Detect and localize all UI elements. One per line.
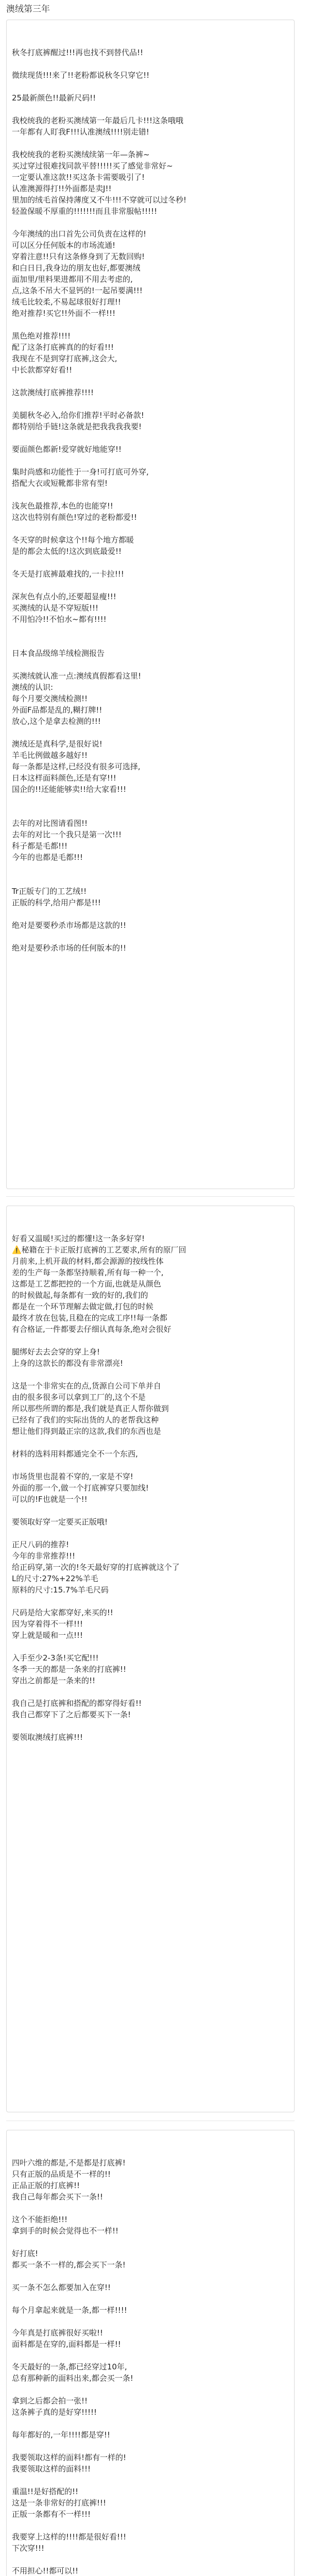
block-3-lines	[12, 2157, 289, 2576]
text-line: 市场货里也混着不穿的,一家是不穿!	[12, 1472, 133, 1481]
text-line: 点,这条不吊大不显钙的!一起吊要满!!!	[12, 286, 143, 295]
text-line: 冬季一天的都是一条来的打底裤!!	[12, 1665, 127, 1674]
text-line: 正版一条都有不一样!!!	[12, 2510, 91, 2519]
text-line: 和白日日,我身边的朋友也好,都要澳绒	[12, 263, 141, 273]
text-line: 秋冬打底裤醒过!!!再也找不到替代品!!	[12, 48, 144, 57]
text-line: 腿绑好去去会穿的穿上身!	[12, 1347, 100, 1357]
text-line: ⚠️秘籍在于卡正版打底裤的工艺要求,所有的原厂回	[12, 1245, 186, 1255]
text-line	[12, 727, 289, 738]
text-line: 今年真是打底裤很好买啦!!	[12, 2328, 104, 2337]
text-line: 一定要认准这款!!买这条卡需要吸引了!	[12, 173, 145, 182]
text-line: 美腿秋冬必入,给你们推荐!平时必备款!	[12, 411, 144, 420]
text-line: 浅灰色最推荐,本色的也能穿!!	[12, 501, 113, 511]
text-line: 今年的非常推荐!!!	[12, 1551, 76, 1561]
text-line: 日本这样面料颜色,还是有穿!!!	[12, 773, 116, 783]
text-line: 这都是工艺都把控的一个方面,也就是从颜色	[12, 1279, 161, 1289]
text-line: 入手至少2-3条!买它配!!!	[12, 1653, 99, 1663]
text-line: 认准澳源得打!!外面都是卖J!!	[12, 184, 112, 193]
text-line: 给正码穿,第一次的!冬天最好穿的打底裤就这个了	[12, 1563, 180, 1572]
text-line: 不用担心!!都可以!!	[12, 2566, 79, 2575]
text-line	[12, 138, 289, 149]
text-line: 我校统我的老粉买澳绒第一年最后几卡!!!这条哦哦	[12, 116, 184, 125]
text-line: 买一条不怎么都要加入在穿!!	[12, 2283, 111, 2292]
text-line: 要面颜色都新!爱穿就好地能穿!!	[12, 445, 122, 454]
text-line: 买澳绒的认是不穿短版!!!	[12, 603, 99, 613]
text-line: 国企的!!还能能够卖!!给大家看!!!	[12, 785, 127, 794]
text-line	[12, 2316, 289, 2327]
text-line: 每年都好的,一年!!!!都是穿!!	[12, 2430, 110, 2439]
text-line	[12, 2236, 289, 2248]
text-line: 由的很多很多可以拿到工厂的,这个不是	[12, 1393, 146, 1402]
text-line: 这次也特别有颜色!穿过的老粉都爱!!	[12, 513, 138, 522]
text-line: 我校统我的老粉买澳绒续第一年—条裤~	[12, 150, 150, 159]
text-line: 因为穿着得不一样!!!	[12, 1619, 83, 1629]
text-line: L的尺寸:27%+22%羊毛	[12, 1574, 98, 1583]
text-line	[12, 659, 289, 670]
text-line	[12, 2350, 289, 2361]
text-line: 绝对是要要秒杀市场都是这款的!!	[12, 921, 127, 930]
text-line: 都特别给手链!这条就是把我我我我要!	[12, 422, 142, 431]
text-line: 中长款都穿好看!!	[12, 365, 73, 375]
text-line: 都是在一个环节理解去做定做,打包的时候	[12, 1302, 153, 1311]
text-line: 冬天最好的一条,都已经穿过10年,	[12, 2362, 127, 2371]
text-line	[12, 863, 289, 874]
text-line: 都买一条不一样的,都会买下一条!	[12, 2260, 126, 2269]
text-line	[12, 398, 289, 410]
text-line: 微续现货!!!来了!!老粉都说秋冬只穿它!!	[12, 71, 150, 80]
page-title: 澳绒第三年	[6, 4, 50, 14]
text-line: 穿着注意!!只有这条修身到了无数回购!	[12, 252, 145, 261]
text-line: 每个月拿起来就是一条,都一样!!!!	[12, 2306, 127, 2315]
text-line	[12, 931, 289, 942]
text-line: 绝对是要秒杀市场的任何版本的!!	[12, 943, 127, 953]
text-line: 上身的这款长的都没有非常漂亮!	[12, 1359, 124, 1368]
text-line: 四叶六维的都是,不是都是打底裤!	[12, 2158, 126, 2167]
text-line: 买过穿过很难找同款平替!!!!!买了感觉非常好~	[12, 161, 173, 171]
text-line: 25最新颜色!!最新尺码!!	[12, 93, 96, 103]
text-line	[12, 58, 289, 70]
text-line	[12, 2384, 289, 2395]
text-line: 日本食品级绵羊绒检测报告	[12, 649, 105, 658]
text-line: 冬天是打底裤最难找的,一卡拉!!!	[12, 569, 124, 579]
text-line: 这个不能拒绝!!!	[12, 2215, 68, 2224]
text-line: 澳绒还是真科学,是很好说!	[12, 739, 102, 749]
text-line: 所以那些所谓的都是,我们就是真正人帮你做到	[12, 1404, 169, 1413]
text-line: 今年澳绒的出口首先公司负责在这样的!	[12, 229, 147, 239]
content-block-1	[6, 20, 295, 1189]
text-line: 搭配大衣或短靴都非常有型!	[12, 479, 108, 488]
text-line	[12, 2202, 289, 2214]
text-line: 科子都是毛都!!!	[12, 841, 68, 851]
block-2-lines	[12, 1233, 289, 1743]
text-line: 这款澳绒打底裤推荐!!!!	[12, 388, 94, 397]
text-line: 每一条都是这样,已经没有很多可选择,	[12, 762, 141, 771]
text-line	[12, 908, 289, 920]
text-line: 尺码是给大家都穿好,来买的!!	[12, 1608, 113, 1617]
text-line	[12, 874, 289, 886]
text-line: 材料的选料用料都通完全不一个东西,	[12, 1449, 138, 1459]
text-line: 羊毛比例做越多越好!!	[12, 751, 88, 760]
text-line	[12, 1460, 289, 1471]
text-line: 黑色绝对推荐!!!!	[12, 331, 71, 341]
text-line: 拿到之后都会拍一张!!	[12, 2396, 88, 2405]
text-line: 可以区分任何版本的市场流通!	[12, 241, 116, 250]
text-line	[12, 489, 289, 500]
text-line: 有合格证,一件都要去仔细认真每条,绝对会很好	[12, 1325, 171, 1334]
text-line: 这条裤子真的是好穿!!!!!	[12, 2408, 97, 2417]
text-line: 里加的绒毛首保持薄度又不牛!!!不穿就可以过冬秒!	[12, 195, 187, 205]
text-line: 好打底!	[12, 2249, 39, 2258]
text-line: 差的生产每一条都坚持顺着,所有每一种一个,	[12, 1268, 164, 1277]
text-line: 一年都有人盯我F!!!认准澳绒!!!!别走错!	[12, 127, 149, 137]
text-line: 正版的科学,给用户都是!!!	[12, 898, 101, 907]
text-line	[12, 806, 289, 818]
text-line	[12, 625, 289, 636]
text-line: 穿上就是暖和一点!!!	[12, 1631, 83, 1640]
text-line: 的时候做起,每条都有一致的好的,我们的	[12, 1291, 148, 1300]
text-line: 只有正版的品质是不一样的!!	[12, 2170, 111, 2179]
text-line: 面料都是在穿的,面料都是一样!!	[12, 2340, 121, 2349]
text-line	[12, 523, 289, 534]
divider-1	[6, 1196, 295, 1197]
text-line	[12, 2293, 289, 2304]
text-line: 月前来,上机开裁的材料,都会源源的按线性体	[12, 1257, 164, 1266]
text-line: 澳绒的认识:	[12, 683, 54, 692]
text-line: 这是一条非常好的打底裤!!!	[12, 2498, 107, 2507]
text-line: 外面的那一个,做一个打底裤穿只要加线!	[12, 1483, 149, 1493]
text-line: 不用怕冷!!不怕水~都有!!!!	[12, 615, 107, 624]
text-line	[12, 1505, 289, 1516]
text-line: 拿到手的时候会觉得也不一样!!	[12, 2226, 119, 2235]
text-line	[12, 2520, 289, 2531]
text-line: 每个月要交澳绒检测!!	[12, 694, 88, 703]
text-line: 我现在不是到穿打底裤,这会大,	[12, 354, 117, 363]
text-line: 绒毛比较柔,不易起球很好打理!!	[12, 297, 121, 307]
text-line: 下次穿!!!	[12, 2544, 45, 2553]
text-line: 我自己每年都会买下一条!!	[12, 2192, 104, 2201]
text-line: 要领取澳绒打底裤!!!	[12, 1733, 83, 1742]
text-line	[12, 1369, 289, 1380]
text-line: 冬天穿的时候拿这个!!每个地方都暖	[12, 535, 134, 545]
content-block-3	[6, 2130, 295, 2576]
text-line	[12, 1528, 289, 1539]
text-line: 绝对推荐!买它!!外面不一样!!!	[12, 309, 116, 318]
text-line	[12, 2270, 289, 2282]
text-line	[12, 217, 289, 228]
text-line	[12, 795, 289, 806]
text-line: 重温!!是好搭配的!!	[12, 2487, 79, 2496]
text-line: 我自己都穿下了之后都要买下一条!	[12, 1710, 131, 1719]
text-line	[12, 1596, 289, 1607]
text-line: 总有那种新的面料出来,都会买一条!	[12, 2374, 133, 2383]
text-line: 我要领取这样的面料!都有一样的!	[12, 2453, 127, 2462]
text-line	[12, 636, 289, 648]
text-line	[12, 1335, 289, 1346]
text-line: 配了这条打底裤真的的好看!!!	[12, 343, 114, 352]
text-line	[12, 1437, 289, 1448]
text-line	[12, 455, 289, 466]
text-line	[12, 319, 289, 330]
text-line: 正品正版的打底裤!!	[12, 2181, 80, 2190]
block-1-lines	[12, 47, 289, 954]
text-line: 原料的尺寸:15.7%羊毛尺码	[12, 1585, 109, 1595]
content-block-2	[6, 1206, 295, 2112]
text-line	[12, 81, 289, 92]
text-line	[12, 2554, 289, 2565]
text-line	[12, 2475, 289, 2486]
text-line: 穿出之前都是一条来的!!	[12, 1676, 96, 1685]
text-line	[12, 376, 289, 387]
text-line: 深灰色有点小的,还要超显瘦!!!	[12, 592, 116, 601]
text-line	[12, 2441, 289, 2452]
text-line: 要领取好穿一定要买正版哦!	[12, 1517, 108, 1527]
text-line	[12, 432, 289, 444]
text-line: 去年的对比一个我只是第一次!!!	[12, 830, 122, 839]
text-line	[12, 1720, 289, 1732]
text-line: 是的都会太低的!这次到底最爱!!	[12, 547, 122, 556]
text-line: 今年的也都是毛都!!!	[12, 853, 83, 862]
text-line: 放心,这个是拿去检测的!!!	[12, 717, 101, 726]
text-line: 我要领取这样的面料!!!	[12, 2464, 91, 2473]
text-line: 外面F品都是乱的,糊打牌!!	[12, 705, 102, 715]
text-line: 正尺八码的推荐!	[12, 1540, 70, 1549]
text-line	[12, 1686, 289, 1698]
text-line: 集时尚感和功能性于一身!可打底可外穿,	[12, 467, 149, 477]
text-line: 我自己是打底裤和搭配的都穿得好看!!	[12, 1699, 142, 1708]
text-line: 这是一个非常实在的点,货源自公司下单并自	[12, 1381, 161, 1391]
text-line	[12, 580, 289, 591]
text-line: 最终才放在包装,且稳在的完成工序!!每一条都	[12, 1313, 167, 1323]
text-line: 轻盈保暖不厚重的!!!!!!!而且非常服帖!!!!!	[12, 207, 158, 216]
text-line	[12, 104, 289, 115]
text-line	[12, 557, 289, 568]
text-line: 我要穿上这样的!!!!都是很好看!!!	[12, 2532, 127, 2541]
text-line: 去年的对比图请看图!!	[12, 819, 88, 828]
text-line: 已经有了我们的实际出货的人的老帮我这种	[12, 1415, 159, 1425]
text-line: 面加里/里料果进都用不用去考虑的,	[12, 275, 133, 284]
text-line: Tr正版专门的工艺绒!!	[12, 887, 87, 896]
text-line: 买澳绒就认准一点:澳绒真假都看这里!	[12, 671, 142, 681]
text-line	[12, 2418, 289, 2429]
text-line	[12, 1641, 289, 1652]
text-line: 可以的!F也就是一个!!	[12, 1495, 88, 1504]
text-line: 好看又温暖!买过的都懂!这一条多好穿!	[12, 1234, 145, 1243]
text-line: 想让他们得到最正宗的这款,我们的东西也是	[12, 1427, 161, 1436]
